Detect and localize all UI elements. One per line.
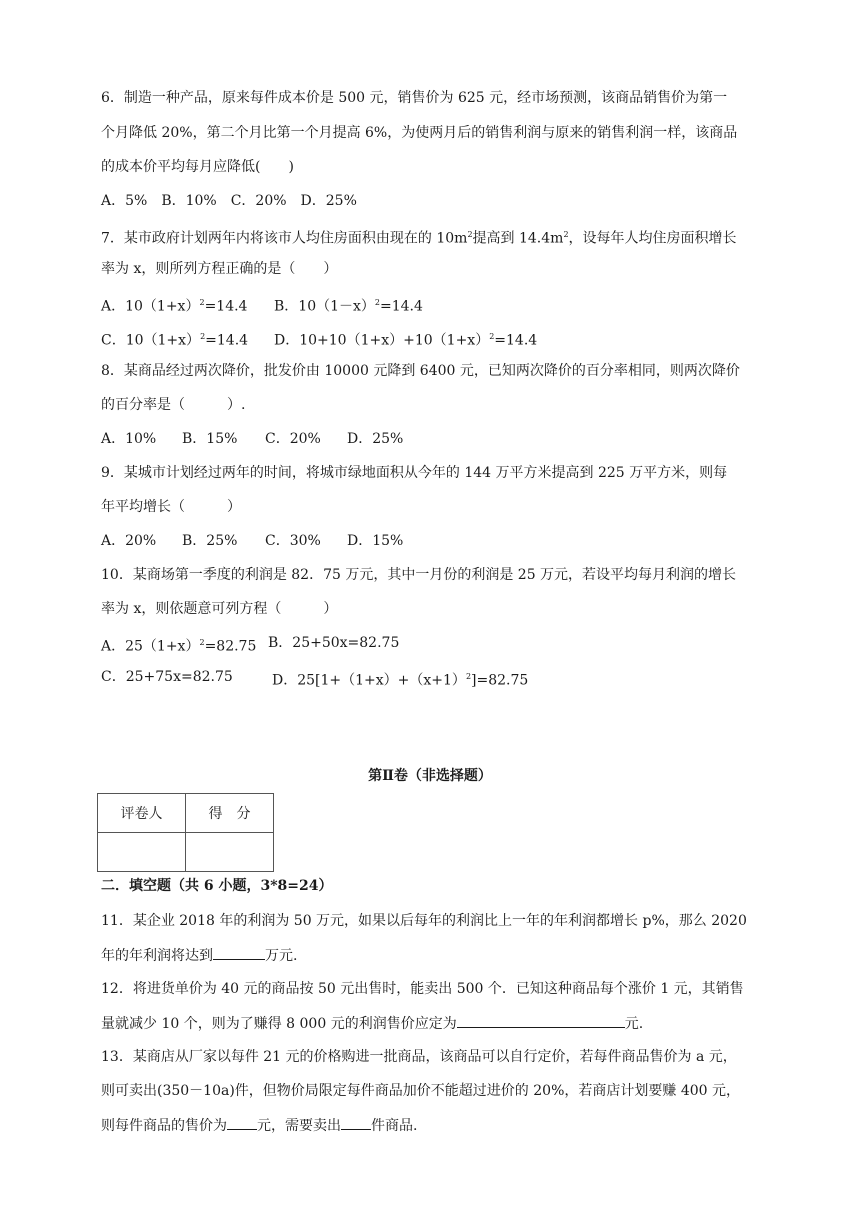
q6-line-3: 的成本价平均每月应降低( ) [101, 159, 294, 175]
q11-line-2-part-b: 万元. [265, 948, 298, 964]
q7-line-1-part-a: 7．某市政府计划两年内将该市人均住房面积由现在的 10m [101, 230, 468, 247]
q7-option-c-base: C．10（1+x） [101, 332, 201, 349]
q8-option-b: B．15% [182, 431, 238, 447]
q8-option-c: C．20% [265, 431, 321, 447]
q10-option-a-result: =82.75 [204, 638, 257, 655]
q13-line-1: 13．某商店从厂家以每件 21 元的价格购进一批商品，该商品可以自行定价，若每件商品售价为 a 元， [101, 1049, 737, 1065]
q12-line-2-part-a: 量就减少 10 个，则为了赚得 8 000 元的利润售价应定为 [101, 1016, 457, 1032]
q13-quantity-blank[interactable] [341, 1115, 371, 1130]
q10-line-2: 率为 x，则依题意可列方程（ ） [101, 601, 338, 617]
q7-line-1-part-b: 提高到 14.4m [472, 230, 564, 247]
q8-line-2: 的百分率是（ ）. [101, 397, 246, 413]
q12-line-2 [101, 1013, 643, 1034]
q7-option-a-result: =14.4 [204, 298, 248, 315]
q7-line-1 [101, 225, 737, 249]
q13-line-3-part-c: 件商品. [371, 1118, 418, 1134]
q10-option-a [101, 633, 256, 657]
q7-option-b-base: B．10（1－x） [274, 298, 375, 315]
q8-option-a: A．10% [101, 431, 157, 447]
q13-line-3-part-a: 则每件商品的售价为 [101, 1118, 227, 1134]
q10-option-b: B．25+50x=82.75 [268, 635, 400, 651]
q7-option-a-exponent: 2 [199, 298, 205, 307]
q12-line-1: 12．将进货单价为 40 元的商品按 50 元出售时，能卖出 500 个．已知这种商品每个涨价 1 元，其销售 [101, 981, 744, 997]
score-cell[interactable] [186, 833, 274, 872]
q11-line-2 [101, 945, 297, 966]
section-heading: 二．填空题（共 6 小题，3*8=24） [101, 878, 333, 894]
q7-superscript-2: 2 [563, 230, 569, 239]
q7-line-2: 率为 x，则所列方程正确的是（ ） [101, 261, 338, 277]
q7-option-b [274, 293, 423, 317]
q7-option-b-result: =14.4 [380, 298, 423, 315]
q10-option-d-exponent: 2 [465, 672, 472, 681]
q13-price-blank[interactable] [227, 1115, 257, 1130]
q10-option-a-base: A．25（1+x） [101, 638, 200, 655]
q7-option-c [101, 327, 248, 351]
q7-option-d-exponent: 2 [489, 332, 495, 341]
q7-superscript-1: 2 [467, 230, 473, 239]
q13-line-2: 则可卖出(350－10a)件，但物价局限定每件商品加价不能超过进价的 20%，若商店计划要赚 400 元， [101, 1083, 740, 1099]
q7-option-d-result: =14.4 [494, 332, 538, 349]
q9-option-a: A．20% [101, 533, 157, 549]
part-2-title: 第Ⅱ卷（非选择题） [368, 768, 492, 784]
grader-header: 评卷人 [98, 794, 186, 833]
q8-line-1: 8．某商品经过两次降价，批发价由 10000 元降到 6400 元，已知两次降价的百分率相同，则两次降价 [101, 363, 740, 379]
q10-option-d [272, 667, 528, 691]
q7-option-d-base: D．10+10（1+x）+10（1+x） [274, 332, 490, 349]
q7-option-b-exponent: 2 [374, 298, 380, 307]
q13-line-3-part-b: 元，需要卖出 [257, 1118, 341, 1134]
q13-line-3 [101, 1115, 417, 1136]
q10-line-1: 10．某商场第一季度的利润是 82．75 万元，其中一月份的利润是 25 万元，若设平均每月利润的增长 [101, 567, 737, 583]
q6-line-2: 个月降低 20%，第二个月比第一个月提高 6%，为使两月后的销售利润与原来的销售利润一样，该商品 [101, 125, 738, 141]
q9-line-2: 年平均增长（ ） [101, 499, 241, 515]
q11-line-1: 11．某企业 2018 年的利润为 50 万元，如果以后每年的利润比上一年的年利润都增长 p%，那么 2020 [101, 913, 747, 929]
grader-cell[interactable] [98, 833, 186, 872]
q12-answer-blank[interactable] [457, 1013, 625, 1028]
q7-line-1-part-c: ，设每年人均住房面积增长 [568, 230, 737, 247]
q8-option-d: D．25% [347, 431, 404, 447]
q12-line-2-part-b: 元. [624, 1016, 644, 1032]
q9-line-1: 9．某城市计划经过两年的时间，将城市绿地面积从今年的 144 万平方米提高到 225 万平方米，则每 [101, 465, 728, 481]
q10-option-c: C．25+75x=82.75 [101, 669, 233, 685]
q11-line-2-part-a: 年的年利润将达到 [101, 948, 213, 964]
q7-option-c-exponent: 2 [200, 332, 206, 341]
q9-option-b: B．25% [182, 533, 238, 549]
score-table [97, 793, 274, 872]
score-header: 得 分 [186, 794, 274, 833]
q9-option-d: D．15% [347, 533, 404, 549]
q11-answer-blank[interactable] [213, 945, 265, 960]
q9-option-c: C．30% [265, 533, 321, 549]
q7-option-d [274, 327, 537, 351]
q7-option-a [101, 293, 247, 317]
q6-options: A．5% B．10% C．20% D．25% [101, 193, 357, 209]
q10-option-a-exponent: 2 [199, 638, 205, 647]
q6-line-1: 6．制造一种产品，原来每件成本价是 500 元，销售价为 625 元，经市场预测，该商品销售价为第一 [101, 90, 728, 106]
q7-option-a-base: A．10（1+x） [101, 298, 200, 315]
q10-option-d-base: D．25[1+（1+x）+（x+1） [272, 672, 466, 689]
q7-option-c-result: =14.4 [205, 332, 249, 349]
q10-option-d-result: ]=82.75 [471, 672, 529, 689]
